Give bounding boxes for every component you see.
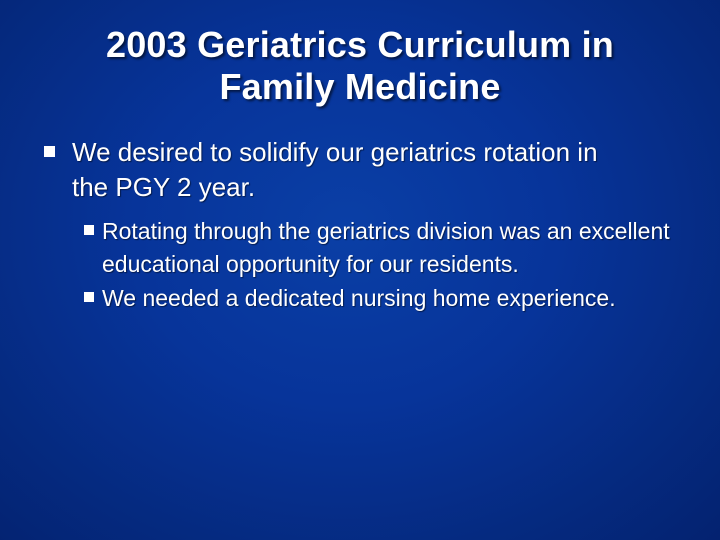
sub-bullet-text: We needed a dedicated nursing home experience. — [102, 285, 616, 311]
sub-bullet-list — [84, 215, 694, 316]
bullet-text: We desired to solidify our geriatrics rotation in the PGY 2 year. — [72, 137, 598, 202]
slide-title: 2003 Geriatrics Curriculum in Family Medicine — [105, 24, 614, 107]
square-bullet-icon — [84, 292, 94, 302]
sub-bullet-text: Rotating through the geriatrics division was an excellent educational opportunity for our residents. — [102, 218, 670, 277]
sub-bullet-item — [84, 215, 694, 281]
square-bullet-icon — [44, 146, 55, 157]
sub-bullet-item — [84, 282, 694, 315]
square-bullet-icon — [84, 225, 94, 235]
bullet-item — [44, 135, 684, 205]
